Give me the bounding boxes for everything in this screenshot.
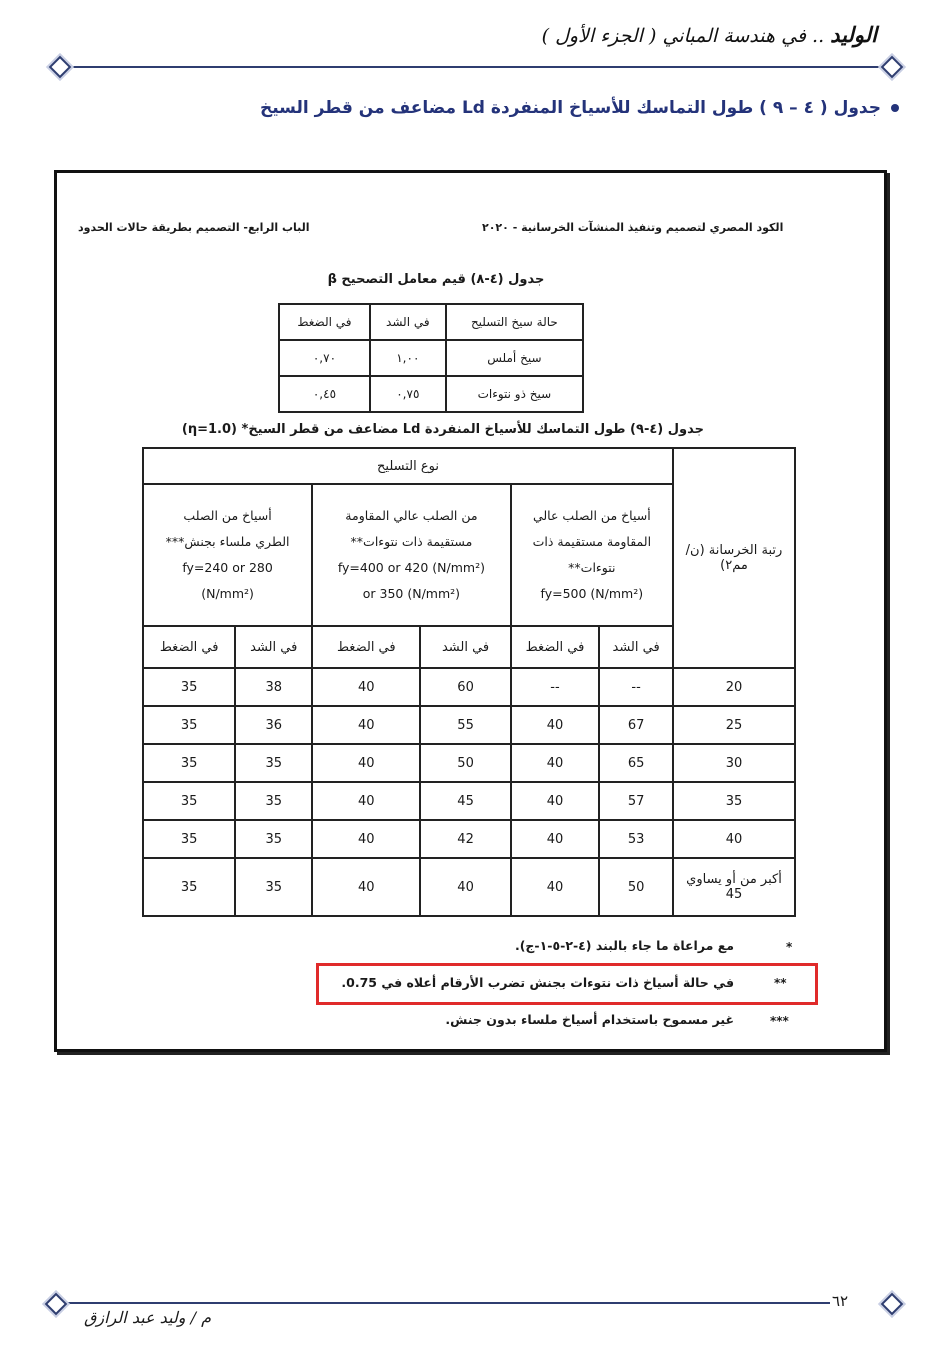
steel-type-line: أسياخ من الصلب <box>183 507 272 523</box>
table-cell: 35 <box>235 858 312 916</box>
table-cell: 55 <box>420 706 510 744</box>
table-cell: ٠,٤٥ <box>279 376 370 412</box>
footer-right-diamond-icon <box>881 1293 904 1316</box>
table-row <box>143 744 795 782</box>
table-row <box>279 340 583 376</box>
table-header-cell: في الضغط <box>279 304 370 340</box>
table-4-8-title: جدول (٤-٨) قيم معامل التصحيح β <box>327 272 545 287</box>
section-heading: جدول ( ٤ – ٩ ) طول التماسك للأسياخ المنفردة Ld مضاعف من قطر السيخ <box>259 98 881 118</box>
table-cell: 35 <box>235 782 312 820</box>
reinforcement-type-header: نوع التسليح <box>143 448 673 484</box>
header-left-diamond-icon <box>49 56 72 79</box>
table-cell: 60 <box>420 668 510 706</box>
steel-type-header <box>143 484 312 626</box>
table-4-9 <box>142 447 796 917</box>
table-4-8 <box>278 303 584 413</box>
steel-type-header <box>312 484 511 626</box>
table-cell: -- <box>511 668 600 706</box>
book-brand: الوليد <box>830 22 877 47</box>
table-cell: 35 <box>143 782 235 820</box>
grade-cell: 35 <box>673 782 795 820</box>
steel-type-line: من الصلب عالي المقاومة <box>345 507 478 523</box>
table-header-cell: في الضغط <box>511 626 600 668</box>
page-number: ٦٢ <box>832 1292 849 1310</box>
header-right-diamond-icon <box>881 56 904 79</box>
table-cell: ١,٠٠ <box>370 340 446 376</box>
note-marker: *** <box>770 1014 789 1028</box>
table-cell: 40 <box>420 858 510 916</box>
steel-type-fy: fy=400 or 420 (N/mm²) <box>337 560 485 575</box>
grade-cell: 20 <box>673 668 795 706</box>
table-cell: 38 <box>235 668 312 706</box>
table-row <box>143 858 795 916</box>
table-cell: 35 <box>143 744 235 782</box>
table-cell: 35 <box>235 744 312 782</box>
table-cell: 50 <box>420 744 510 782</box>
bullet-icon <box>891 104 899 112</box>
table-cell: 40 <box>312 668 420 706</box>
table-row <box>143 706 795 744</box>
table-cell: 57 <box>599 782 673 820</box>
table-cell: 40 <box>511 820 600 858</box>
table-cell: 65 <box>599 744 673 782</box>
table-cell: 40 <box>312 858 420 916</box>
table-cell: 35 <box>143 668 235 706</box>
steel-type-header <box>511 484 673 626</box>
table-cell: 40 <box>312 706 420 744</box>
note-marker: * <box>786 940 793 954</box>
steel-type-fy: fy=500 (N/mm²) <box>540 586 644 602</box>
table-cell: 45 <box>420 782 510 820</box>
table-cell: 35 <box>235 820 312 858</box>
header-rule <box>64 66 886 68</box>
table-4-9-title: جدول (٤-٩) طول التماسك للأسياخ المنفردة Ld مضاعف من قطر السيخ* (η=1.0) <box>181 422 704 437</box>
grade-cell: أكبر من أو يساوي 45 <box>673 858 795 916</box>
table-cell: 35 <box>143 820 235 858</box>
table-cell: -- <box>599 668 673 706</box>
steel-type-line: مستقيمة ذات نتوءات** <box>350 533 473 549</box>
table-cell: 42 <box>420 820 510 858</box>
table-row <box>279 376 583 412</box>
table-row <box>143 448 795 484</box>
grade-header: رتبة الخرسانة (ن/مم٢) <box>673 448 795 668</box>
table-header-cell: حالة سيخ التسليح <box>446 304 583 340</box>
table-row <box>279 304 583 340</box>
steel-type-fy: (N/mm²) <box>201 586 254 602</box>
note-text: غير مسموح باستخدام أسياخ ملساء بدون جنش. <box>445 1012 734 1027</box>
table-cell: 53 <box>599 820 673 858</box>
steel-type-fy: fy=240 or 280 <box>182 560 273 575</box>
table-header-cell: في الشد <box>235 626 312 668</box>
table-row <box>143 782 795 820</box>
table-cell: سيخ أملس <box>446 340 583 376</box>
steel-type-line: المقاومة مستقيمة ذات <box>532 533 652 549</box>
table-cell: 36 <box>235 706 312 744</box>
steel-type-line: نتوءات** <box>568 560 616 575</box>
table-header-cell: في الشد <box>599 626 673 668</box>
table-cell: ٠,٧٥ <box>370 376 446 412</box>
code-header-right: الكود المصري لتصميم وتنفيذ المنشآت الخرسانية - ٢٠٢٠ <box>482 221 784 234</box>
table-cell: 40 <box>511 706 600 744</box>
note-text: في حالة أسياخ ذات نتوءات بجنش تضرب الأرقام أعلاه في 0.75. <box>341 975 734 990</box>
table-cell: ٠,٧٠ <box>279 340 370 376</box>
table-cell: سيخ ذو نتوءات <box>446 376 583 412</box>
steel-type-fy: or 350 (N/mm²) <box>362 586 461 602</box>
table-header-cell: في الشد <box>420 626 510 668</box>
table-cell: 40 <box>312 782 420 820</box>
table-cell: 40 <box>511 858 600 916</box>
table-cell: 67 <box>599 706 673 744</box>
steel-type-line: الطري ملساء بجنش*** <box>165 533 290 549</box>
table-header-cell: في الضغط <box>143 626 235 668</box>
grade-cell: 40 <box>673 820 795 858</box>
table-cell: 50 <box>599 858 673 916</box>
table-cell: 40 <box>312 744 420 782</box>
author-name: م / وليد عبد الرازق <box>84 1308 211 1327</box>
note-marker: ** <box>774 976 787 990</box>
grade-cell: 30 <box>673 744 795 782</box>
book-subtitle: في هندسة المباني ( الجزء الأول ) <box>541 25 806 47</box>
table-cell: 35 <box>143 858 235 916</box>
book-header-title: الوليد .. في هندسة المباني ( الجزء الأول ) <box>541 22 877 47</box>
table-cell: 40 <box>511 744 600 782</box>
table-header-cell: في الضغط <box>312 626 420 668</box>
note-text: مع مراعاة ما جاء بالبند (٤-٢-٥-١-ج). <box>514 938 734 953</box>
code-header-left: الباب الرابع- التصميم بطريقة حالات الحدود <box>78 221 310 234</box>
table-row <box>143 820 795 858</box>
footer-rule <box>64 1302 830 1304</box>
table-cell: 40 <box>511 782 600 820</box>
table-row <box>143 668 795 706</box>
table-header-cell: في الشد <box>370 304 446 340</box>
steel-type-line: أسياخ من الصلب عالي <box>532 507 651 523</box>
grade-cell: 25 <box>673 706 795 744</box>
footer-left-diamond-icon <box>45 1293 68 1316</box>
table-cell: 40 <box>312 820 420 858</box>
table-cell: 35 <box>143 706 235 744</box>
